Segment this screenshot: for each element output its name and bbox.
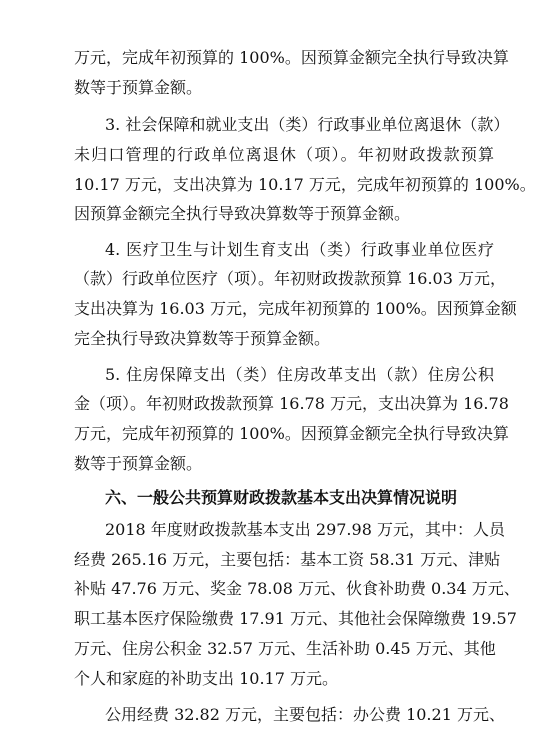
- paragraph-a-line-1: 万元，完成年初预算的 100%。因预算金额完全执行导致决算: [74, 48, 509, 67]
- paragraph-3-line-3: 10.17 万元，支出决算为 10.17 万元，完成年初预算的 100%。: [74, 175, 536, 194]
- paragraph-5-line-2: 金（项）。年初财政拨款预算 16.78 万元，支出决算为 16.78: [74, 394, 509, 413]
- personnel-paragraph-line-4: 职工基本医疗保险缴费 17.91 万元、其他社会保障缴费 19.57: [74, 609, 517, 628]
- paragraph-5-line-3: 万元，完成年初预算的 100%。因预算金额完全执行导致决算: [74, 424, 509, 443]
- section-heading: 六、一般公共预算财政拨款基本支出决算情况说明: [105, 488, 458, 507]
- paragraph-a-line-2: 数等于预算金额。: [74, 78, 203, 97]
- personnel-paragraph-line-6: 个人和家庭的补助支出 10.17 万元。: [74, 669, 338, 688]
- personnel-paragraph-line-5: 万元、住房公积金 32.57 万元、生活补助 0.45 万元、其他: [74, 639, 496, 658]
- paragraph-4-line-4: 完全执行导致决算数等于预算金额。: [74, 329, 331, 348]
- paragraph-5-line-1: 5. 住房保障支出（类）住房改革支出（款）住房公积: [105, 365, 494, 384]
- paragraph-3-line-2: 未归口管理的行政单位离退休（项）。年初财政拨款预算: [74, 145, 494, 164]
- personnel-paragraph-line-3: 补贴 47.76 万元、奖金 78.08 万元、伙食补助费 0.34 万元、: [74, 579, 520, 598]
- public-expense-paragraph-line-1: 公用经费 32.82 万元，主要包括：办公费 10.21 万元、: [105, 705, 505, 724]
- paragraph-3-line-1: 3. 社会保障和就业支出（类）行政事业单位离退休（款）: [105, 115, 510, 134]
- personnel-paragraph-line-1: 2018 年度财政拨款基本支出 297.98 万元，其中：人员: [105, 520, 505, 539]
- paragraph-4-line-3: 支出决算为 16.03 万元，完成年初预算的 100%。因预算金额: [74, 299, 517, 318]
- paragraph-3-line-4: 因预算金额完全执行导致决算数等于预算金额。: [74, 204, 411, 223]
- paragraph-4-line-1: 4. 医疗卫生与计划生育支出（类）行政事业单位医疗: [105, 240, 494, 259]
- paragraph-4-line-2: （款）行政单位医疗（项）。年初财政拨款预算 16.03 万元，: [74, 269, 506, 288]
- paragraph-5-line-4: 数等于预算金额。: [74, 454, 203, 473]
- personnel-paragraph-line-2: 经费 265.16 万元，主要包括：基本工资 58.31 万元、津贴: [74, 550, 501, 569]
